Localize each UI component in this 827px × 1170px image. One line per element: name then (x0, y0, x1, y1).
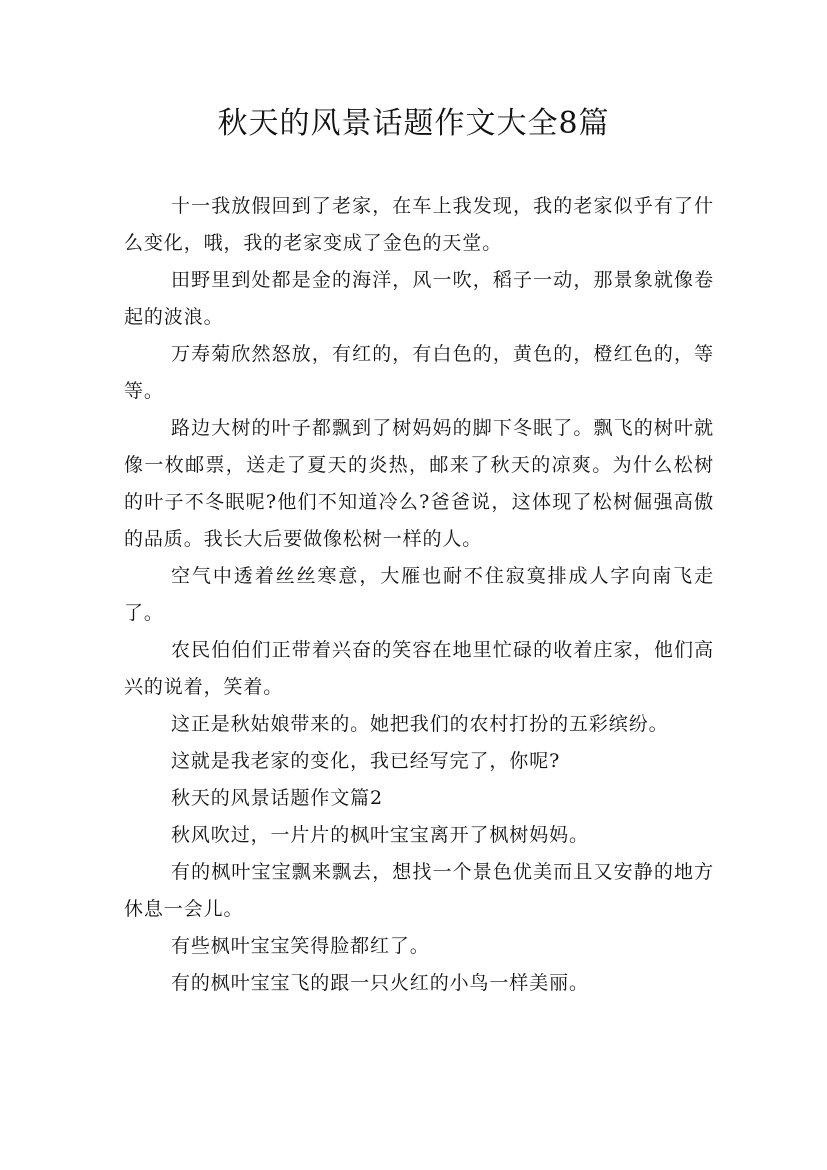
paragraph: 有些枫叶宝宝笑得脸都红了。 (171, 935, 430, 957)
paragraph: 万寿菊欣然怒放，有红的，有白色的，黄色的，橙红色的，等等。 (124, 343, 714, 402)
paragraph: 空气中透着丝丝寒意，大雁也耐不住寂寞排成人字向南飞走了。 (124, 565, 714, 624)
paragraph: 有的枫叶宝宝飘来飘去，想找一个景色优美而且又安静的地方休息一会儿。 (124, 861, 714, 920)
section-heading: 秋天的风景话题作文篇2 (171, 787, 383, 809)
document-body (124, 188, 714, 1002)
paragraph: 秋风吹过，一片片的枫叶宝宝离开了枫树妈妈。 (171, 824, 589, 846)
paragraph: 这正是秋姑娘带来的。她把我们的农村打扮的五彩缤纷。 (171, 713, 669, 735)
paragraph: 田野里到处都是金的海洋，风一吹，稻子一动，那景象就像卷起的波浪。 (124, 269, 714, 328)
paragraph: 农民伯伯们正带着兴奋的笑容在地里忙碌的收着庄家，他们高兴的说着，笑着。 (124, 639, 714, 698)
paragraph: 十一我放假回到了老家，在车上我发现，我的老家似乎有了什么变化，哦，我的老家变成了金色的天堂。 (124, 195, 714, 254)
paragraph: 这就是我老家的变化，我已经写完了，你呢? (171, 750, 561, 772)
paragraph: 有的枫叶宝宝飞的跟一只火红的小鸟一样美丽。 (171, 972, 589, 994)
document-title: 秋天的风景话题作文大全8篇 (217, 106, 610, 141)
paragraph: 路边大树的叶子都飘到了树妈妈的脚下冬眠了。飘飞的树叶就像一枚邮票，送走了夏天的炎热，邮来了秋天的凉爽。为什么松树的叶子不冬眠呢?他们不知道冷么?爸爸说，这体现了松树倔强高傲的品质。我长大后要做像松树一样的人。 (124, 417, 714, 550)
